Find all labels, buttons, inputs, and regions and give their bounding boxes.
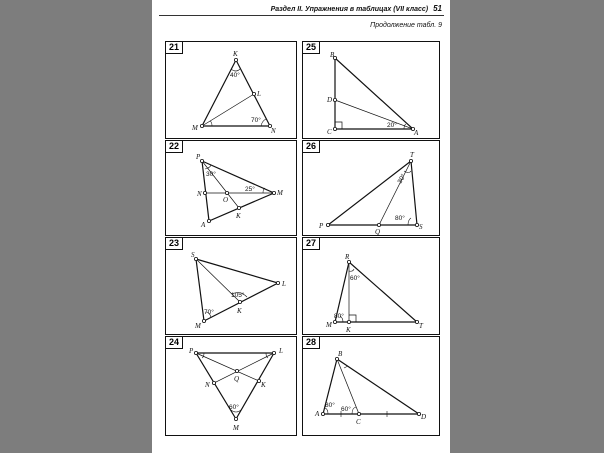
page-header xyxy=(271,4,442,13)
vertex-label-D: D xyxy=(421,413,427,421)
vertex-label-K: K xyxy=(346,326,351,334)
triangle-figure xyxy=(166,337,298,437)
vertex-label-K: K xyxy=(261,381,266,389)
section-title: Раздел II. Упражнения в таблицах (VII класс) xyxy=(270,6,429,13)
vertex-label-L: L xyxy=(257,90,261,98)
vertex-label-K: K xyxy=(237,307,242,315)
vertex-label-N: N xyxy=(205,381,210,389)
task-cell-24 xyxy=(165,336,297,436)
angle-label-A: 20° xyxy=(387,122,397,129)
angle-label-M: 25° xyxy=(245,186,255,193)
vertex-label-K: K xyxy=(233,50,238,58)
page-number: 51 xyxy=(433,4,442,13)
task-number: 23 xyxy=(165,237,183,250)
triangle-figure xyxy=(303,337,441,437)
vertex-label-M: M xyxy=(277,189,283,197)
vertex-label-B: B xyxy=(338,350,343,358)
angle-label-R: 60° xyxy=(350,275,360,282)
vertex-label-L: L xyxy=(279,347,283,355)
vertex-label-N: N xyxy=(197,190,202,198)
task-cell-23 xyxy=(165,237,297,335)
task-number: 25 xyxy=(302,41,320,54)
vertex-label-N: N xyxy=(271,127,276,135)
vertex-label-M: M xyxy=(233,424,239,432)
vertex-label-Q: Q xyxy=(375,228,381,236)
vertex-label-M: M xyxy=(195,322,201,330)
vertex-label-S: S xyxy=(191,251,195,259)
triangle-figure xyxy=(166,141,298,237)
angle-label-C: 60° xyxy=(341,406,351,413)
task-number: 27 xyxy=(302,237,320,250)
task-cell-22 xyxy=(165,140,297,236)
vertex-label-R: R xyxy=(345,253,350,261)
task-number: 26 xyxy=(302,140,320,153)
book-page xyxy=(152,0,450,453)
angle-label-M: 70° xyxy=(204,309,214,316)
task-number: 24 xyxy=(165,336,183,349)
task-number: 22 xyxy=(165,140,183,153)
vertex-label-P: P xyxy=(196,153,201,161)
vertex-label-A: A xyxy=(315,410,320,418)
vertex-label-D: D xyxy=(327,96,333,104)
triangle-figure xyxy=(166,238,298,336)
angle-label-S: 80° xyxy=(395,215,405,222)
vertex-label-T: T xyxy=(419,322,423,330)
angle-label-T: 30° xyxy=(396,172,408,185)
vertex-label-M: M xyxy=(192,124,198,132)
vertex-label-A: A xyxy=(201,221,206,229)
vertex-label-C: C xyxy=(356,418,361,426)
vertex-label-L: L xyxy=(282,280,286,288)
task-cell-28 xyxy=(302,336,440,436)
angle-label-P: 30° xyxy=(206,171,216,178)
task-cell-21 xyxy=(165,41,297,139)
angle-label-M: 60° xyxy=(229,404,239,411)
task-cell-26 xyxy=(302,140,440,236)
task-cell-25 xyxy=(302,41,440,139)
vertex-label-S: S xyxy=(419,223,423,231)
triangle-figure xyxy=(303,42,441,140)
vertex-label-T: T xyxy=(410,151,414,159)
vertex-label-P: P xyxy=(319,222,324,230)
vertex-label-A: A xyxy=(414,129,419,137)
vertex-label-Q: Q xyxy=(234,375,240,383)
angle-label-K: 40° xyxy=(230,72,240,79)
vertex-label-B: B xyxy=(330,51,335,59)
vertex-label-O: O xyxy=(223,196,229,204)
table-continuation-caption: Продолжение табл. 9 xyxy=(370,22,442,29)
vertex-label-P: P xyxy=(189,347,194,355)
task-number: 21 xyxy=(165,41,183,54)
vertex-label-M: M xyxy=(326,321,332,329)
task-number: 28 xyxy=(302,336,320,349)
vertex-label-K: K xyxy=(236,212,241,220)
header-divider xyxy=(159,15,444,16)
angle-label-K: 105° xyxy=(231,292,245,299)
task-cell-27 xyxy=(302,237,440,335)
angle-label-A: 80° xyxy=(325,402,335,409)
angle-label-M: 80° xyxy=(334,313,344,320)
triangle-figure xyxy=(166,42,298,140)
vertex-label-C: C xyxy=(327,128,332,136)
triangle-figure xyxy=(303,238,441,336)
triangle-figure xyxy=(303,141,441,237)
angle-label-N: 70° xyxy=(251,117,261,124)
